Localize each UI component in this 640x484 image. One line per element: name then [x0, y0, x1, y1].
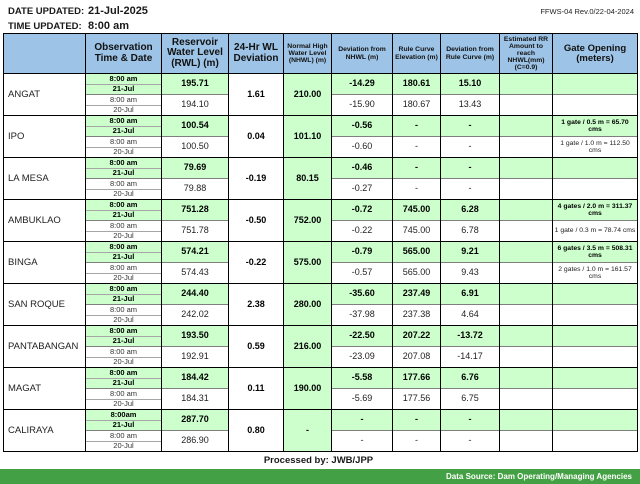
gate-opening-previous: 1 gate / 1.0 m = 112.50 cms — [553, 137, 638, 158]
wl-deviation-24hr: 0.11 — [229, 368, 284, 410]
gate-opening-previous — [553, 305, 638, 326]
header-24hr-wl-deviation: 24-Hr WL Deviation — [229, 34, 284, 74]
dev-from-nhwl-current: - — [332, 410, 393, 431]
obs-date-current: 21-Jul — [86, 252, 162, 263]
dev-from-rule-curve-previous: - — [441, 137, 500, 158]
wl-deviation-24hr: 0.04 — [229, 116, 284, 158]
header-deviation-from-rule-curve: Deviation from Rule Curve (m) — [441, 34, 500, 74]
rwl-previous: 242.02 — [162, 305, 229, 326]
obs-time-current: 8:00 am — [86, 158, 162, 169]
rule-curve-current: - — [393, 158, 441, 179]
dev-from-nhwl-previous: -0.57 — [332, 263, 393, 284]
est-rr-current — [500, 410, 553, 431]
dev-from-rule-curve-current: - — [441, 116, 500, 137]
nhwl-value: - — [284, 410, 332, 452]
gate-opening-previous — [553, 389, 638, 410]
dam-name: IPO — [4, 116, 86, 158]
rule-curve-current: 745.00 — [393, 200, 441, 221]
dev-from-nhwl-previous: -0.27 — [332, 179, 393, 200]
est-rr-previous — [500, 263, 553, 284]
obs-date-previous: 20-Jul — [86, 399, 162, 410]
nhwl-value: 101.10 — [284, 116, 332, 158]
dev-from-rule-curve-current: 15.10 — [441, 74, 500, 95]
rule-curve-current: 565.00 — [393, 242, 441, 263]
rwl-previous: 184.31 — [162, 389, 229, 410]
wl-deviation-24hr: 1.61 — [229, 74, 284, 116]
dev-from-nhwl-previous: -23.09 — [332, 347, 393, 368]
gate-opening-current — [553, 74, 638, 95]
obs-time-current: 8:00 am — [86, 116, 162, 127]
dev-from-nhwl-previous: -0.60 — [332, 137, 393, 158]
dev-from-rule-curve-previous: 6.78 — [441, 221, 500, 242]
obs-time-previous: 8:00 am — [86, 263, 162, 274]
gate-opening-previous — [553, 431, 638, 452]
rwl-current: 195.71 — [162, 74, 229, 95]
obs-date-previous: 20-Jul — [86, 231, 162, 242]
dev-from-rule-curve-previous: 9.43 — [441, 263, 500, 284]
dev-from-rule-curve-previous: 13.43 — [441, 95, 500, 116]
rwl-previous: 192.91 — [162, 347, 229, 368]
rwl-previous: 194.10 — [162, 95, 229, 116]
obs-date-previous: 20-Jul — [86, 273, 162, 284]
obs-time-previous: 8:00 am — [86, 137, 162, 148]
rwl-current: 244.40 — [162, 284, 229, 305]
header-gate-opening: Gate Opening (meters) — [553, 34, 638, 74]
dev-from-rule-curve-current: 6.28 — [441, 200, 500, 221]
rwl-current: 287.70 — [162, 410, 229, 431]
obs-time-current: 8:00 am — [86, 74, 162, 85]
est-rr-previous — [500, 389, 553, 410]
header-dam — [4, 34, 86, 74]
data-source-bar: Data Source: Dam Operating/Managing Agencies — [0, 469, 640, 484]
est-rr-previous — [500, 95, 553, 116]
header-observation-time-date: Observation Time & Date — [86, 34, 162, 74]
rule-curve-previous: 177.56 — [393, 389, 441, 410]
rule-curve-previous: - — [393, 431, 441, 452]
dam-name: AMBUKLAO — [4, 200, 86, 242]
rule-curve-previous: 207.08 — [393, 347, 441, 368]
time-updated-row — [8, 20, 640, 35]
dev-from-nhwl-current: -0.56 — [332, 116, 393, 137]
processed-by: Processed by: JWB/JPP — [263, 455, 374, 466]
gate-opening-current — [553, 368, 638, 389]
rule-curve-previous: - — [393, 179, 441, 200]
dam-name: CALIRAYA — [4, 410, 86, 452]
est-rr-current — [500, 158, 553, 179]
rwl-previous: 751.78 — [162, 221, 229, 242]
rule-curve-current: 180.61 — [393, 74, 441, 95]
est-rr-previous — [500, 179, 553, 200]
gate-opening-previous: 2 gates / 1.0 m = 161.57 cms — [553, 263, 638, 284]
dev-from-nhwl-previous: - — [332, 431, 393, 452]
rule-curve-previous: 180.67 — [393, 95, 441, 116]
rwl-current: 100.54 — [162, 116, 229, 137]
obs-time-previous: 8:00 am — [86, 221, 162, 232]
obs-time-previous: 8:00 am — [86, 431, 162, 442]
nhwl-value: 210.00 — [284, 74, 332, 116]
obs-time-previous: 8:00 am — [86, 179, 162, 190]
obs-date-current: 21-Jul — [86, 210, 162, 221]
rule-curve-current: 177.66 — [393, 368, 441, 389]
header-normal-high-water-level: Normal High Water Level (NHWL) (m) — [284, 34, 332, 74]
rwl-previous: 574.43 — [162, 263, 229, 284]
obs-date-current: 21-Jul — [86, 420, 162, 431]
dev-from-nhwl-current: -22.50 — [332, 326, 393, 347]
dam-row-current-time — [4, 116, 638, 127]
dev-from-nhwl-current: -0.46 — [332, 158, 393, 179]
est-rr-current — [500, 74, 553, 95]
wl-deviation-24hr: -0.50 — [229, 200, 284, 242]
nhwl-value: 752.00 — [284, 200, 332, 242]
rule-curve-current: - — [393, 116, 441, 137]
dev-from-rule-curve-current: 9.21 — [441, 242, 500, 263]
gate-opening-current — [553, 410, 638, 431]
dev-from-rule-curve-previous: - — [441, 431, 500, 452]
est-rr-current — [500, 116, 553, 137]
obs-time-previous: 8:00 am — [86, 95, 162, 106]
rule-curve-current: 237.49 — [393, 284, 441, 305]
obs-date-current: 21-Jul — [86, 294, 162, 305]
est-rr-previous — [500, 305, 553, 326]
dev-from-nhwl-current: -35.60 — [332, 284, 393, 305]
dev-from-rule-curve-current: - — [441, 410, 500, 431]
dam-name: ANGAT — [4, 74, 86, 116]
dev-from-rule-curve-current: -13.72 — [441, 326, 500, 347]
dam-water-level-table — [3, 33, 638, 452]
header-deviation-from-nhwl: Deviation from NHWL (m) — [332, 34, 393, 74]
obs-date-current: 21-Jul — [86, 378, 162, 389]
dam-name: MAGAT — [4, 368, 86, 410]
obs-date-previous: 20-Jul — [86, 189, 162, 200]
dev-from-nhwl-current: -5.58 — [332, 368, 393, 389]
gate-opening-current — [553, 326, 638, 347]
header-reservoir-water-level: Reservoir Water Level (RWL) (m) — [162, 34, 229, 74]
dam-table-body — [4, 74, 638, 452]
dev-from-nhwl-previous: -0.22 — [332, 221, 393, 242]
gate-opening-current — [553, 158, 638, 179]
nhwl-value: 280.00 — [284, 284, 332, 326]
dev-from-nhwl-previous: -5.69 — [332, 389, 393, 410]
obs-date-current: 21-Jul — [86, 84, 162, 95]
time-updated-value: 8:00 am — [88, 20, 129, 32]
rwl-previous: 79.88 — [162, 179, 229, 200]
est-rr-current — [500, 284, 553, 305]
obs-time-current: 8:00 am — [86, 242, 162, 253]
dam-row-current-time — [4, 200, 638, 211]
gate-opening-current — [553, 284, 638, 305]
rule-curve-previous: 237.38 — [393, 305, 441, 326]
dev-from-nhwl-current: -0.79 — [332, 242, 393, 263]
dam-name: SAN ROQUE — [4, 284, 86, 326]
obs-time-current: 8:00 am — [86, 368, 162, 379]
header-rule-curve-elevation: Rule Curve Elevation (m) — [393, 34, 441, 74]
dev-from-nhwl-previous: -15.90 — [332, 95, 393, 116]
nhwl-value: 216.00 — [284, 326, 332, 368]
obs-date-previous: 20-Jul — [86, 441, 162, 452]
nhwl-value: 80.15 — [284, 158, 332, 200]
date-updated-value: 21-Jul-2025 — [88, 5, 148, 17]
wl-deviation-24hr: 0.59 — [229, 326, 284, 368]
est-rr-current — [500, 242, 553, 263]
nhwl-value: 575.00 — [284, 242, 332, 284]
est-rr-previous — [500, 221, 553, 242]
obs-time-previous: 8:00 am — [86, 389, 162, 400]
dev-from-rule-curve-current: 6.76 — [441, 368, 500, 389]
table-header — [4, 34, 638, 74]
dam-row-current-time — [4, 74, 638, 85]
rule-curve-current: - — [393, 410, 441, 431]
rule-curve-previous: - — [393, 137, 441, 158]
obs-date-previous: 20-Jul — [86, 105, 162, 116]
obs-date-previous: 20-Jul — [86, 315, 162, 326]
dev-from-rule-curve-current: - — [441, 158, 500, 179]
gate-opening-previous — [553, 347, 638, 368]
dev-from-rule-curve-previous: - — [441, 179, 500, 200]
dev-from-nhwl-previous: -37.98 — [332, 305, 393, 326]
gate-opening-current: 6 gates / 3.5 m = 508.31 cms — [553, 242, 638, 263]
est-rr-current — [500, 200, 553, 221]
est-rr-previous — [500, 431, 553, 452]
form-reference-number: FFWS-04 Rev.0/22-04-2024 — [540, 7, 634, 16]
obs-time-previous: 8:00 am — [86, 347, 162, 358]
obs-date-current: 21-Jul — [86, 168, 162, 179]
obs-date-current: 21-Jul — [86, 336, 162, 347]
dam-row-current-time — [4, 242, 638, 253]
est-rr-current — [500, 326, 553, 347]
dam-name: BINGA — [4, 242, 86, 284]
dam-name: LA MESA — [4, 158, 86, 200]
dam-row-current-time — [4, 158, 638, 169]
header-estimated-rr-amount: Estimated RR Amount to reach NHWL(mm) (C=0.9) — [500, 34, 553, 74]
dam-row-current-time — [4, 326, 638, 337]
gate-opening-current: 4 gates / 2.0 m = 311.37 cms — [553, 200, 638, 221]
rule-curve-previous: 565.00 — [393, 263, 441, 284]
wl-deviation-24hr: -0.19 — [229, 158, 284, 200]
obs-date-previous: 20-Jul — [86, 147, 162, 158]
dev-from-nhwl-current: -0.72 — [332, 200, 393, 221]
rwl-current: 79.69 — [162, 158, 229, 179]
report-header — [0, 0, 640, 33]
dev-from-rule-curve-current: 6.91 — [441, 284, 500, 305]
time-updated-label: TIME UPDATED: — [8, 21, 82, 32]
obs-time-current: 8:00 am — [86, 200, 162, 211]
dev-from-rule-curve-previous: 6.75 — [441, 389, 500, 410]
dam-row-current-time — [4, 410, 638, 421]
dam-row-current-time — [4, 284, 638, 295]
dam-row-current-time — [4, 368, 638, 379]
dev-from-nhwl-current: -14.29 — [332, 74, 393, 95]
date-updated-label: DATE UPDATED: — [8, 6, 85, 17]
gate-opening-previous: 1 gate / 0.3 m = 78.74 cms — [553, 221, 638, 242]
gate-opening-previous — [553, 179, 638, 200]
obs-date-current: 21-Jul — [86, 126, 162, 137]
obs-date-previous: 20-Jul — [86, 357, 162, 368]
est-rr-previous — [500, 137, 553, 158]
obs-time-current: 8:00 am — [86, 284, 162, 295]
rwl-current: 193.50 — [162, 326, 229, 347]
gate-opening-current: 1 gate / 0.5 m = 65.70 cms — [553, 116, 638, 137]
est-rr-current — [500, 368, 553, 389]
dev-from-rule-curve-previous: -14.17 — [441, 347, 500, 368]
obs-time-previous: 8:00 am — [86, 305, 162, 316]
rule-curve-current: 207.22 — [393, 326, 441, 347]
wl-deviation-24hr: -0.22 — [229, 242, 284, 284]
wl-deviation-24hr: 0.80 — [229, 410, 284, 452]
rwl-previous: 286.90 — [162, 431, 229, 452]
rwl-current: 184.42 — [162, 368, 229, 389]
rwl-current: 751.28 — [162, 200, 229, 221]
rule-curve-previous: 745.00 — [393, 221, 441, 242]
rwl-current: 574.21 — [162, 242, 229, 263]
nhwl-value: 190.00 — [284, 368, 332, 410]
wl-deviation-24hr: 2.38 — [229, 284, 284, 326]
dev-from-rule-curve-previous: 4.64 — [441, 305, 500, 326]
rwl-previous: 100.50 — [162, 137, 229, 158]
obs-time-current: 8:00am — [86, 410, 162, 421]
dam-name: PANTABANGAN — [4, 326, 86, 368]
gate-opening-previous — [553, 95, 638, 116]
obs-time-current: 8:00 am — [86, 326, 162, 337]
est-rr-previous — [500, 347, 553, 368]
